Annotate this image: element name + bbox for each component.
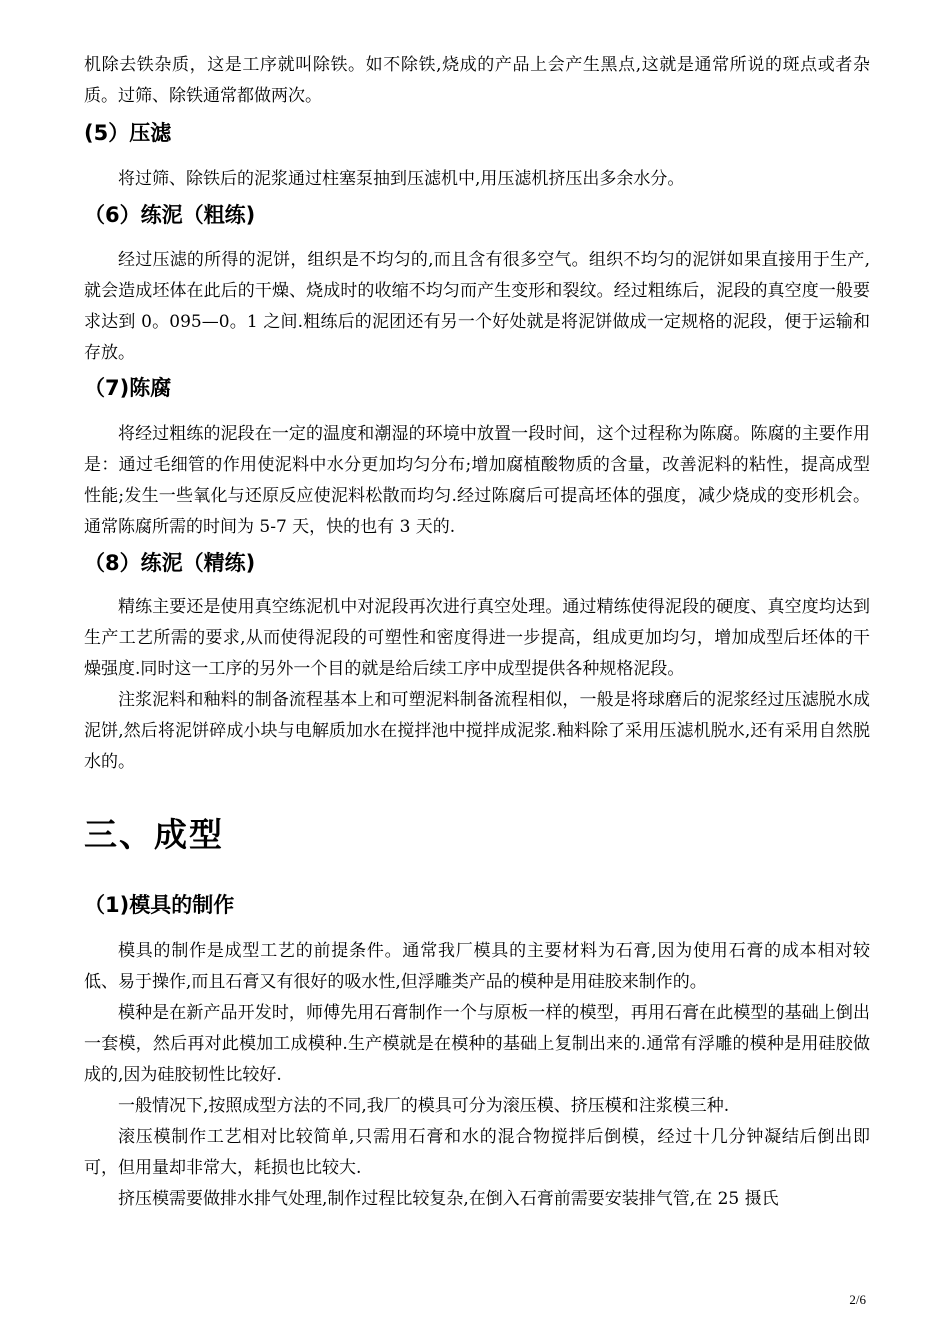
paragraph-press-filter: 将过筛、除铁后的泥浆通过柱塞泵抽到压滤机中,用压滤机挤压出多余水分。 bbox=[118, 169, 685, 189]
heading-fine-pugging: （8）练泥（精练) bbox=[84, 551, 256, 575]
paragraph-mold-making: 模具的制作是成型工艺的前提条件。通常我厂模具的主要材料为石膏,因为使用石膏的成本相对较低、易于操作,而且石膏又有很好的吸水性,但浮雕类产品的模种是用硅胶来制作的。 模种是在新产品开发时，师傅先用石膏制作一个与原板一样的模型，再用石膏在此模型的基础上倒出一套模，然后再对此模加工成模种.生产模就是在模种的基础上复制出来的.通常有浮雕的模种是用硅胶做成的,因为硅胶韧性比较好. 一般情况下,按照成型方法的不同,我厂的模具可分为滚压模、挤压模和注浆模三种. 滚压模制作工艺相对比较简单,只需用石膏和水的混合物搅拌后倒模，经过十几分钟凝结后倒出即可，但用量却非常大，耗损也比较大. 挤压模需要做排水排气处理,制作过程比较复杂,在倒入石膏前需要安装排气管,在 25 摄氏 bbox=[84, 941, 870, 1209]
paragraph-aging: 将经过粗练的泥段在一定的温度和潮湿的环境中放置一段时间，这个过程称为陈腐。陈腐的主要作用是：通过毛细管的作用使泥料中水分更加均匀分布;增加腐植酸物质的含量，改善泥料的粘性，提高成型性能;发生一些氧化与还原反应使泥料松散而均匀.经过陈腐后可提高坯体的强度，减少烧成的变形机会。通常陈腐所需的时间为 5-7 天，快的也有 3 天的. bbox=[84, 424, 870, 537]
page-number: 2/6 bbox=[849, 1292, 866, 1307]
paragraph-fine-pugging: 精练主要还是使用真空练泥机中对泥段再次进行真空处理。通过精练使得泥段的硬度、真空度均达到生产工艺所需的要求,从而使得泥段的可塑性和密度得进一步提高，组成更加均匀，增加成型后坯体的干燥强度.同时这一工序的另外一个目的就是给后续工序中成型提供各种规格泥段。 注浆泥料和釉料的制备流程基本上和可塑泥料制备流程相似，一般是将球磨后的泥浆经过压滤脱水成泥饼,然后将泥饼碎成小块与电解质加水在搅拌池中搅拌成泥浆.釉料除了采用压滤机脱水,还有采用自然脱水的。 bbox=[84, 597, 870, 772]
heading-press-filter: (5）压滤 bbox=[84, 121, 172, 145]
heading-coarse-pugging: （6）练泥（粗练) bbox=[84, 203, 256, 227]
heading-aging: （7)陈腐 bbox=[84, 376, 172, 400]
paragraph-intro: 机除去铁杂质，这是工序就叫除铁。如不除铁,烧成的产品上会产生黑点,这就是通常所说的斑点或者杂质。过筛、除铁通常都做两次。 bbox=[84, 55, 870, 106]
heading-mold-making: （1)模具的制作 bbox=[84, 893, 235, 917]
paragraph-coarse-pugging: 经过压滤的所得的泥饼，组织是不均匀的,而且含有很多空气。组织不均匀的泥饼如果直接用于生产,就会造成坯体在此后的干燥、烧成时的收缩不均匀而产生变形和裂纹。经过粗练后，泥段的真空度一般要求达到 0。095—0。1 之间.粗练后的泥团还有另一个好处就是将泥饼做成一定规格的泥段，便于运输和存放。 bbox=[84, 250, 870, 363]
section-heading-forming: 三、成型 bbox=[84, 815, 224, 854]
